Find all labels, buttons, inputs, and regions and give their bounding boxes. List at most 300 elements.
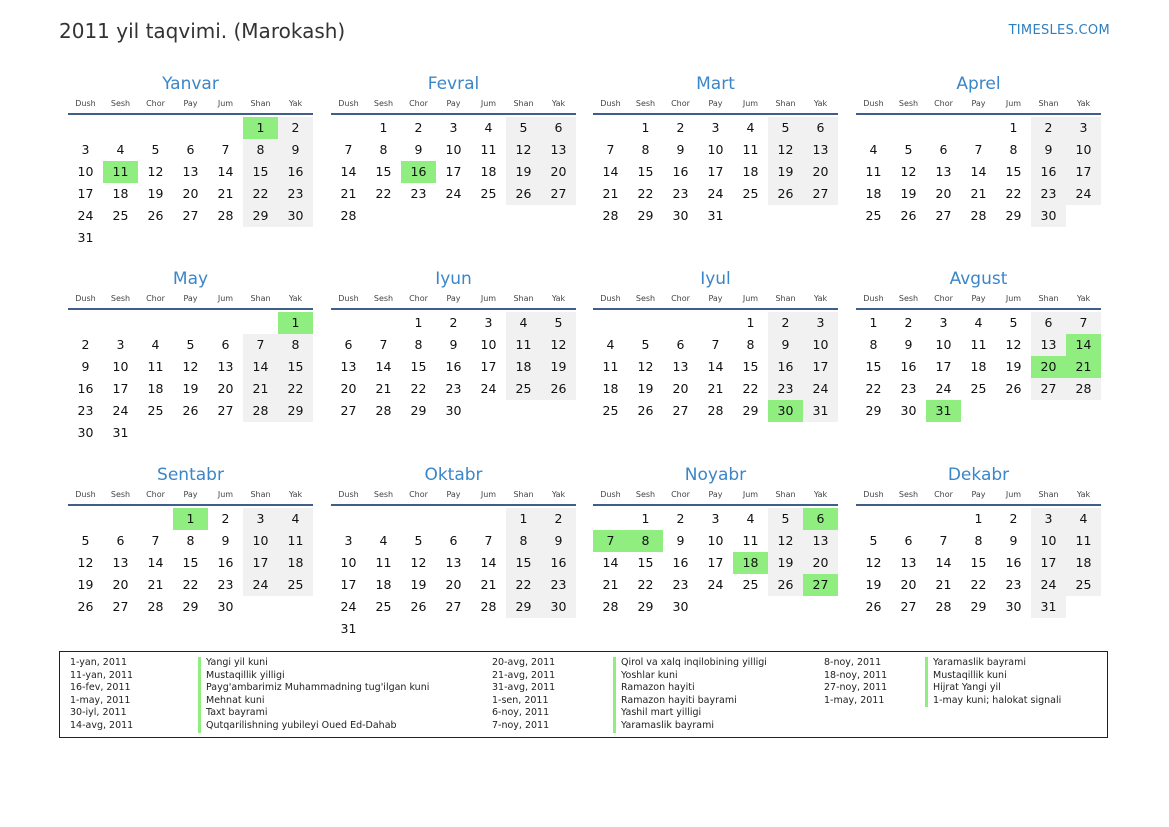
weekday-label: Dush — [863, 294, 884, 303]
weekday-label: Sesh — [373, 490, 394, 499]
weekday-label: Pay — [971, 294, 986, 303]
day-cell: 29 — [506, 596, 541, 618]
day-cell-holiday: 18 — [733, 552, 768, 574]
week-row — [593, 596, 838, 618]
day-empty — [1031, 400, 1066, 422]
day-empty — [68, 117, 103, 139]
month-iyun — [331, 268, 576, 422]
day-cell-holiday: 31 — [926, 400, 961, 422]
week-row — [68, 574, 313, 596]
day-cell: 5 — [869, 533, 878, 548]
day-cell: 12 — [182, 359, 199, 374]
day-cell: 1 — [1009, 120, 1018, 135]
day-cell: 8 — [278, 334, 313, 356]
day-cell: 18 — [112, 186, 129, 201]
day-cell: 25 — [1066, 574, 1101, 596]
day-cell: 12 — [768, 530, 803, 552]
weekday-label: Chor — [146, 490, 165, 499]
day-cell: 14 — [217, 164, 234, 179]
day-cell-holiday: 20 — [1031, 356, 1066, 378]
day-cell: 8 — [974, 533, 983, 548]
weekday-label: Dush — [863, 490, 884, 499]
day-cell: 16 — [541, 552, 576, 574]
weekday-label: Yak — [1076, 294, 1091, 303]
weekday-label: Sesh — [110, 99, 131, 108]
week-row — [331, 183, 576, 205]
day-cell: 30 — [278, 205, 313, 227]
day-cell: 16 — [445, 359, 462, 374]
day-empty — [471, 400, 506, 422]
weekday-label: Shan — [250, 490, 271, 499]
week-row — [331, 312, 576, 334]
day-cell: 25 — [865, 208, 882, 223]
week-row — [331, 508, 576, 530]
day-cell: 23 — [77, 403, 94, 418]
weekday-label: Yak — [813, 99, 828, 108]
month-may — [68, 268, 313, 444]
day-cell: 29 — [970, 599, 987, 614]
month-mart — [593, 73, 838, 227]
day-cell: 6 — [541, 117, 576, 139]
day-cell: 17 — [112, 381, 129, 396]
day-cell: 8 — [641, 142, 650, 157]
holiday-name: Ramazon hayiti — [613, 682, 767, 695]
day-cell: 25 — [970, 381, 987, 396]
day-cell: 2 — [1009, 511, 1018, 526]
week-row — [856, 139, 1101, 161]
day-cell: 9 — [541, 530, 576, 552]
weekday-header — [331, 96, 576, 112]
day-empty — [506, 205, 541, 227]
day-cell: 23 — [278, 183, 313, 205]
weekday-label: Dush — [75, 99, 96, 108]
month-name: Mart — [696, 74, 735, 94]
weekday-label: Sesh — [898, 294, 919, 303]
day-cell: 12 — [147, 164, 164, 179]
day-cell: 15 — [375, 164, 392, 179]
weekday-label: Shan — [775, 294, 796, 303]
day-cell: 1 — [379, 120, 388, 135]
month-name: Fevral — [427, 74, 480, 94]
day-empty — [278, 596, 313, 618]
month-divider — [68, 308, 313, 310]
weekday-header — [68, 96, 313, 112]
day-cell: 30 — [77, 425, 94, 440]
day-cell: 18 — [602, 381, 619, 396]
holiday-date: 16-fev, 2011 — [70, 682, 131, 694]
month-sentabr — [68, 464, 313, 618]
day-cell: 12 — [410, 555, 427, 570]
day-cell: 11 — [1066, 530, 1101, 552]
day-cell: 11 — [506, 334, 541, 356]
week-row — [331, 117, 576, 139]
day-cell: 9 — [676, 142, 685, 157]
day-cell: 21 — [375, 381, 392, 396]
day-cell: 22 — [1005, 186, 1022, 201]
week-row — [331, 596, 576, 618]
day-empty — [173, 422, 208, 444]
day-cell: 13 — [340, 359, 357, 374]
day-cell: 19 — [541, 356, 576, 378]
day-cell: 29 — [182, 599, 199, 614]
day-cell: 17 — [707, 555, 724, 570]
weekday-label: Shan — [775, 99, 796, 108]
weekday-label: Shan — [513, 490, 534, 499]
weekday-label: Sesh — [110, 490, 131, 499]
weekday-label: Shan — [250, 294, 271, 303]
weekday-label: Yak — [1076, 490, 1091, 499]
day-cell: 26 — [1005, 381, 1022, 396]
weekday-label: Sesh — [635, 99, 656, 108]
weekday-label: Shan — [513, 294, 534, 303]
day-cell: 19 — [768, 552, 803, 574]
week-row — [593, 508, 838, 530]
holiday-date: 31-avg, 2011 — [492, 682, 556, 694]
day-cell: 7 — [344, 142, 353, 157]
day-empty — [506, 400, 541, 422]
week-row — [331, 618, 576, 640]
weekday-label: Jum — [480, 294, 497, 303]
day-empty — [103, 312, 138, 334]
day-cell: 31 — [77, 230, 94, 245]
month-name: Oktabr — [424, 465, 483, 485]
holiday-date: 14-avg, 2011 — [70, 719, 134, 731]
day-cell: 28 — [1066, 378, 1101, 400]
day-cell-holiday: 30 — [768, 400, 803, 422]
day-cell: 16 — [900, 359, 917, 374]
month-name: Aprel — [956, 74, 1001, 94]
day-cell: 28 — [340, 208, 357, 223]
weekday-label: Dush — [600, 294, 621, 303]
day-cell: 23 — [217, 577, 234, 592]
day-cell: 20 — [803, 161, 838, 183]
day-cell: 24 — [707, 577, 724, 592]
day-cell: 11 — [865, 164, 882, 179]
week-row — [593, 378, 838, 400]
day-empty — [208, 227, 243, 249]
day-cell: 6 — [344, 337, 353, 352]
weekday-label: Dush — [338, 490, 359, 499]
weekday-label: Jum — [1005, 99, 1022, 108]
week-row — [593, 574, 838, 596]
day-cell: 6 — [1031, 312, 1066, 334]
week-row — [331, 205, 576, 227]
day-empty — [243, 312, 278, 334]
day-cell: 15 — [278, 356, 313, 378]
day-cell: 20 — [672, 381, 689, 396]
weekday-label: Shan — [250, 99, 271, 108]
day-empty — [138, 312, 173, 334]
month-name: Iyun — [435, 269, 472, 289]
day-cell: 9 — [414, 142, 423, 157]
weekday-label: Dush — [600, 99, 621, 108]
day-cell: 4 — [606, 337, 615, 352]
month-divider — [331, 113, 576, 115]
day-cell: 10 — [480, 337, 497, 352]
day-cell: 27 — [803, 183, 838, 205]
day-cell: 10 — [803, 334, 838, 356]
holiday-name: 1-may kuni; halokat signali — [925, 695, 1061, 708]
week-row — [68, 552, 313, 574]
day-cell-holiday: 27 — [803, 574, 838, 596]
weekday-label: Chor — [146, 294, 165, 303]
day-cell: 28 — [375, 403, 392, 418]
day-empty — [593, 117, 628, 139]
day-empty — [366, 618, 401, 640]
month-yanvar — [68, 73, 313, 249]
day-cell: 22 — [506, 574, 541, 596]
day-cell: 5 — [768, 117, 803, 139]
weekday-label: Jum — [1005, 294, 1022, 303]
day-cell: 9 — [768, 334, 803, 356]
day-cell: 28 — [602, 208, 619, 223]
day-cell: 21 — [602, 577, 619, 592]
day-cell: 28 — [970, 208, 987, 223]
day-cell: 2 — [1031, 117, 1066, 139]
day-cell: 20 — [340, 381, 357, 396]
weekday-header — [856, 487, 1101, 503]
site-link[interactable]: TIMESLES.COM — [1008, 23, 1110, 38]
day-cell: 13 — [182, 164, 199, 179]
weekday-header — [68, 291, 313, 307]
day-cell: 24 — [707, 186, 724, 201]
week-row — [593, 161, 838, 183]
day-cell: 14 — [707, 359, 724, 374]
day-cell: 2 — [676, 120, 685, 135]
day-cell: 28 — [707, 403, 724, 418]
week-row — [856, 205, 1101, 227]
day-cell: 2 — [676, 511, 685, 526]
week-row — [68, 205, 313, 227]
day-cell-holiday: 21 — [1066, 356, 1101, 378]
weekday-label: Yak — [813, 490, 828, 499]
weekday-label: Yak — [288, 294, 303, 303]
day-cell: 16 — [77, 381, 94, 396]
weekday-label: Jum — [480, 99, 497, 108]
day-cell: 28 — [217, 208, 234, 223]
week-row — [856, 552, 1101, 574]
day-empty — [593, 312, 628, 334]
day-empty — [436, 508, 471, 530]
holiday-name: Yangi yil kuni — [198, 657, 429, 670]
weekday-header — [331, 487, 576, 503]
day-cell: 7 — [974, 142, 983, 157]
day-cell: 27 — [112, 599, 129, 614]
day-empty — [768, 205, 803, 227]
day-cell: 11 — [147, 359, 164, 374]
day-empty — [996, 400, 1031, 422]
month-avgust — [856, 268, 1101, 422]
weekday-label: Dush — [338, 99, 359, 108]
day-cell: 13 — [217, 359, 234, 374]
day-cell: 9 — [81, 359, 90, 374]
day-cell: 14 — [602, 555, 619, 570]
week-row — [593, 183, 838, 205]
week-row — [331, 161, 576, 183]
day-cell: 25 — [112, 208, 129, 223]
day-cell: 19 — [637, 381, 654, 396]
holiday-date: 21-avg, 2011 — [492, 669, 556, 681]
day-cell: 19 — [410, 577, 427, 592]
week-row — [593, 205, 838, 227]
week-row — [856, 183, 1101, 205]
day-empty — [891, 508, 926, 530]
day-cell: 2 — [221, 511, 230, 526]
weekday-label: Dush — [338, 294, 359, 303]
day-empty — [698, 596, 733, 618]
day-empty — [208, 312, 243, 334]
week-row — [331, 400, 576, 422]
day-cell: 2 — [904, 315, 913, 330]
day-empty — [961, 117, 996, 139]
day-cell: 4 — [1066, 508, 1101, 530]
day-cell: 25 — [602, 403, 619, 418]
weekday-label: Jum — [742, 99, 759, 108]
day-cell: 12 — [865, 555, 882, 570]
month-name: Avgust — [949, 269, 1008, 289]
day-empty — [593, 508, 628, 530]
day-cell: 16 — [672, 164, 689, 179]
weekday-label: Jum — [742, 294, 759, 303]
day-cell: 10 — [935, 337, 952, 352]
day-cell: 24 — [112, 403, 129, 418]
day-cell: 5 — [541, 312, 576, 334]
weekday-label: Shan — [1038, 99, 1059, 108]
week-row — [593, 312, 838, 334]
weekday-label: Sesh — [635, 490, 656, 499]
week-row — [68, 400, 313, 422]
day-cell: 14 — [602, 164, 619, 179]
day-cell: 1 — [746, 315, 755, 330]
day-cell: 2 — [278, 117, 313, 139]
day-cell: 20 — [445, 577, 462, 592]
day-cell: 23 — [900, 381, 917, 396]
week-row — [68, 161, 313, 183]
day-cell: 27 — [541, 183, 576, 205]
day-cell: 21 — [147, 577, 164, 592]
day-cell: 13 — [935, 164, 952, 179]
holiday-name: Mehnat kuni — [198, 695, 429, 708]
holiday-date: 18-noy, 2011 — [824, 669, 888, 681]
day-cell: 8 — [1009, 142, 1018, 157]
weekday-header — [856, 291, 1101, 307]
day-cell: 3 — [803, 312, 838, 334]
day-cell: 7 — [606, 142, 615, 157]
day-cell: 6 — [116, 533, 125, 548]
day-empty — [541, 400, 576, 422]
day-cell: 22 — [243, 183, 278, 205]
day-cell: 28 — [243, 400, 278, 422]
day-empty — [243, 422, 278, 444]
day-cell: 15 — [182, 555, 199, 570]
day-cell: 13 — [541, 139, 576, 161]
weekday-label: Yak — [813, 294, 828, 303]
weekday-label: Chor — [934, 294, 953, 303]
day-cell: 17 — [1066, 161, 1101, 183]
day-cell: 3 — [484, 315, 493, 330]
weekday-label: Chor — [671, 294, 690, 303]
day-cell: 7 — [939, 533, 948, 548]
day-cell: 17 — [243, 552, 278, 574]
day-empty — [541, 618, 576, 640]
day-cell: 17 — [803, 356, 838, 378]
weekday-label: Sesh — [898, 490, 919, 499]
day-cell-holiday: 6 — [803, 508, 838, 530]
day-empty — [733, 205, 768, 227]
day-cell: 16 — [1031, 161, 1066, 183]
day-empty — [138, 117, 173, 139]
week-row — [856, 312, 1101, 334]
week-row — [68, 183, 313, 205]
day-cell: 17 — [935, 359, 952, 374]
day-cell: 22 — [742, 381, 759, 396]
day-cell: 19 — [1005, 359, 1022, 374]
day-cell: 21 — [217, 186, 234, 201]
day-cell: 26 — [768, 183, 803, 205]
weekday-label: Pay — [446, 490, 461, 499]
weekday-label: Chor — [409, 294, 428, 303]
day-cell: 3 — [344, 533, 353, 548]
day-cell: 24 — [803, 378, 838, 400]
day-cell: 10 — [1031, 530, 1066, 552]
day-cell: 3 — [81, 142, 90, 157]
day-cell: 30 — [445, 403, 462, 418]
day-cell: 11 — [742, 142, 759, 157]
day-cell: 15 — [637, 164, 654, 179]
day-cell: 14 — [147, 555, 164, 570]
day-cell: 13 — [1031, 334, 1066, 356]
day-cell: 12 — [1005, 337, 1022, 352]
day-cell: 15 — [506, 552, 541, 574]
day-cell: 28 — [480, 599, 497, 614]
day-cell: 7 — [243, 334, 278, 356]
month-divider — [856, 113, 1101, 115]
week-row — [856, 574, 1101, 596]
day-cell: 16 — [768, 356, 803, 378]
day-cell: 29 — [410, 403, 427, 418]
day-cell: 29 — [742, 403, 759, 418]
month-divider — [856, 504, 1101, 506]
weekday-label: Yak — [288, 99, 303, 108]
day-cell: 31 — [1031, 596, 1066, 618]
day-cell: 4 — [379, 533, 388, 548]
day-cell: 3 — [939, 315, 948, 330]
day-cell: 10 — [77, 164, 94, 179]
day-cell: 26 — [900, 208, 917, 223]
weekday-label: Dush — [600, 490, 621, 499]
day-cell: 19 — [865, 577, 882, 592]
day-cell: 26 — [410, 599, 427, 614]
day-cell: 9 — [904, 337, 913, 352]
day-cell: 18 — [742, 164, 759, 179]
day-cell: 17 — [1031, 552, 1066, 574]
day-empty — [926, 508, 961, 530]
day-empty — [1066, 596, 1101, 618]
day-cell: 18 — [865, 186, 882, 201]
day-cell: 24 — [445, 186, 462, 201]
week-row — [68, 596, 313, 618]
weekday-label: Chor — [671, 99, 690, 108]
day-cell: 20 — [935, 186, 952, 201]
day-cell: 4 — [974, 315, 983, 330]
day-cell: 12 — [506, 139, 541, 161]
holiday-list — [59, 651, 1108, 738]
day-cell: 8 — [414, 337, 423, 352]
weekday-label: Chor — [934, 99, 953, 108]
day-cell-holiday: 1 — [173, 508, 208, 530]
day-cell: 2 — [449, 315, 458, 330]
weekday-label: Pay — [446, 99, 461, 108]
